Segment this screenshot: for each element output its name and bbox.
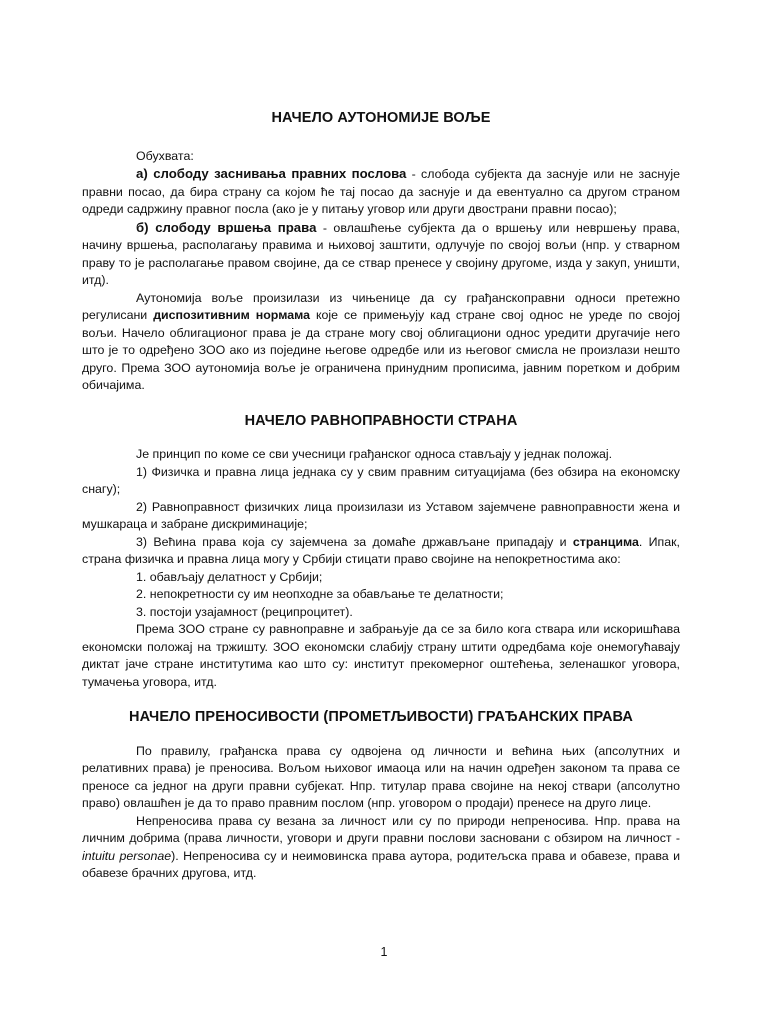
paragraph-intro: Обухвата: [136, 148, 194, 163]
paragraph-non-transferable-rights [82, 813, 680, 883]
paragraph-equality-zoo: Према ЗОО стране су равноправне и забрањује да се за било кога ствара или искоришћава економски положај на тржишту. ЗОО економски слабију страну штити одредбама које онемогућавају диктат јаче стране институтима као што су: институт прекомерног оштећења, зеленашког уговора, тумачења уговора, итд. [82, 622, 680, 689]
bold-foreigners: странцима [572, 534, 639, 549]
paragraph-equality-1: 1) Физичка и правна лица једнака су у свим правним ситуацијама (без обзира на економску снагу); [82, 464, 680, 496]
text-span: ). Непреносива су и неимовинска права аутора, родитељска права и обавезе, права и обавезе брачних другова, итд. [82, 848, 680, 880]
text-a: - слобода субјекта да заснује или не заснује правни посао, да бира страну са којом ће тај посао да заснује и да евентуално са другом страном одреди садржину правног посла (ако је у питању уговор или други двострани правни посао); [82, 167, 681, 216]
paragraph-equality-3 [82, 534, 680, 569]
paragraph-transferable-rights: По правилу, грађанска права су одвојена од личности и већина њих (апсолутних и релативних права) је преносива. Вољом њиховог имаоца или на начин одређен законом та права се преносе са једног на други правни субјекат. Нпр. титулар права својине на некој ствари (апсолутно право) овлашћен је да то право правним послом (нпр. уговором о продаји) пренесе на друго лице. [82, 743, 680, 810]
list-item: 2. непокретности су им неопходне за обављање те делатности; [136, 587, 504, 601]
paragraph-equality-principle: Је принцип по коме се сви учесници грађанског односа стављају у једнак положај. [136, 447, 613, 461]
page-number: 1 [380, 945, 388, 959]
section-title-transferability: НАЧЕЛО ПРЕНОСИВОСТИ (ПРОМЕТЉИВОСТИ) ГРАЂАНСКИХ ПРАВА [129, 709, 633, 725]
paragraph-item-b [82, 219, 680, 290]
bold-dispositive-norms: диспозитивним нормама [153, 308, 310, 322]
list-item: 1. обављају делатност у Србији; [136, 569, 323, 584]
section-title-equality: НАЧЕЛО РАВНОПРАВНОСТИ СТРАНА [244, 412, 518, 429]
section-title-autonomy: НАЧЕЛО АУТОНОМИЈЕ ВОЉЕ [271, 110, 491, 126]
text-span: Непреносива права су везана за личност или су по природи непреносива. Нпр. права на личним добрима (права личности, уговори и други правни послови засновани с обзиром на личност - [82, 813, 680, 845]
paragraph-equality-2: 2) Равноправност физичких лица произилази из Уставом зајемчене равноправности жена и мушкараца и забране дискриминације; [82, 499, 680, 531]
list-item: 3. постоји узајамност (реципроцитет). [136, 604, 353, 619]
paragraph-item-a [82, 165, 680, 219]
term-a: а) слободу заснивања правних послова [136, 166, 407, 181]
term-b: б) слободу вршења права [136, 219, 317, 235]
text-span: Аутономија воље произилази из чињенице да су грађанскоправни односи претежно регулисани [82, 290, 680, 322]
italic-intuitu-personae: intuitu personae [82, 848, 172, 863]
paragraph-autonomy-explanation [82, 290, 680, 395]
text-b: - овлашћење субјекта да о вршењу или невршењу права, начину вршења, располагању правима и њиховој заштити, одлучује по својој вољи (нпр. у стварном праву то је располагање правом својине, да се ствар пренесе у својину другоме, изда у закуп, уништи, итд). [82, 220, 680, 287]
text-span: које се примењују кад стране свој однос не уреде по својој вољи. Начело облигационог права је да стране могу свој облигациони однос уредити другачије него што је то одређено ЗОО ако из поједине његове одредбе или из његовог смисла не произлази нешто друго. Према ЗОО аутономија воље је ограничена принудним прописима, јавним поретком и добрим обичајима. [82, 308, 681, 392]
text-span: . Ипак, страна физичка и правна лица могу у Србији стицати право својине на непокретностима ако: [82, 534, 680, 566]
text-span: 3) Већина права која су зајемчена за домаће држављане припадају и [136, 534, 573, 549]
